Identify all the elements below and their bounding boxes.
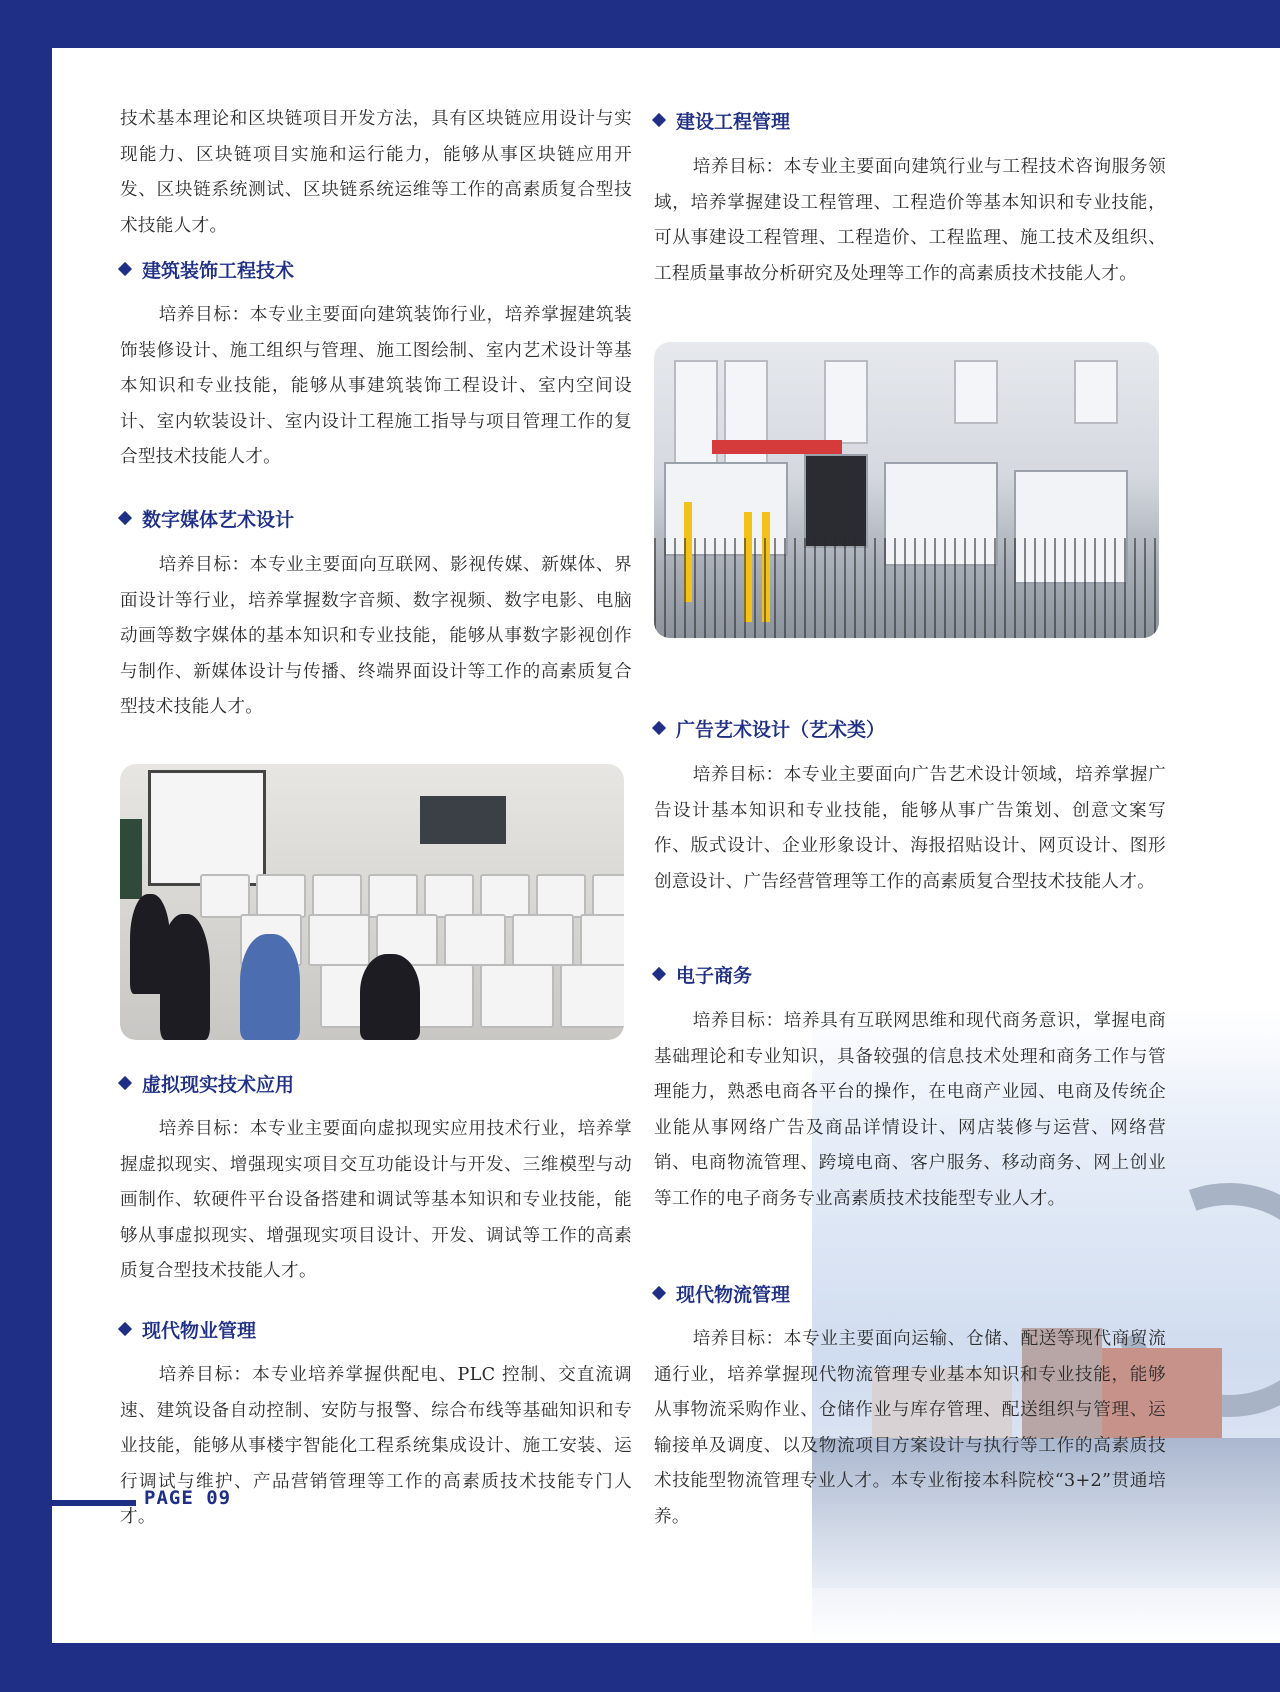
diamond-bullet-icon (118, 262, 132, 276)
section-heading-advertising (612, 713, 885, 743)
page-number: PAGE 09 (144, 1487, 232, 1509)
diamond-bullet-icon (652, 1286, 666, 1300)
monitor-row (240, 914, 624, 958)
section-title: 数字媒体艺术设计 (142, 508, 295, 531)
section-heading-property (78, 1314, 256, 1344)
diamond-bullet-icon (652, 113, 666, 127)
factory-window (824, 360, 868, 444)
section-text: 培养目标：本专业主要面向互联网、影视传媒、新媒体、界面设计等行业，培养掌握数字音频、数字视频、数字电影、电脑动画等数字媒体的基本知识和专业技能，能够从事数字影视创作与制作、新媒体设计与传播、终端界面设计等工作的高素质复合型技术技能人才。 (120, 555, 632, 717)
factory-window (1074, 360, 1118, 424)
projection-screen (148, 770, 266, 886)
section-text: 培养目标：培养具有互联网思维和现代商务意识，掌握电商基础理论和专业知识，具备较强的信息技术处理和商务工作与管理能力，熟悉电商各平台的操作，在电商产业园、电商及传统企业能从事网络广告及商品详情设计、网店装修与运营、网络营销、电商物流管理、跨境电商、客户服务、移动商务、网上创业等工作的电子商务专业高素质技术技能型专业人才。 (654, 1011, 1166, 1209)
window (420, 796, 506, 844)
diamond-bullet-icon (652, 721, 666, 735)
section-heading-media (78, 503, 294, 533)
section-text: 培养目标：本专业主要面向运输、仓储、配送等现代商贸流通行业，培养掌握现代物流管理专业基本知识和专业技能，能够从事物流采购作业、仓储作业与库存管理、配送组织与管理、运输接单及调度、以及物流项目方案设计与执行等工作的高素质技术技能型物流管理专业人才。本专业衔接本科院校“3+2”贯通培养。 (654, 1329, 1166, 1527)
intro-paragraph: 技术基本理论和区块链项目开发方法，具有区块链应用设计与实现能力、区块链项目实施和运行能力，能够从事区块链应用开发、区块链系统测试、区块链系统运维等工作的高素质复合型技术技能人才。 (120, 109, 632, 236)
safety-fence (654, 538, 1159, 638)
section-title: 现代物流管理 (676, 1283, 791, 1306)
factory-window (954, 360, 998, 424)
section-heading-ecommerce (612, 959, 752, 989)
section-text: 培养目标：本专业培养掌握供配电、PLC 控制、交直流调速、建筑设备自动控制、安防与报警、综合布线等基础知识和专业技能，能够从事楼宇智能化工程系统集成设计、施工安装、运行调试与维护、产品营销管理等工作的高素质技术技能专门人才。 (120, 1365, 632, 1527)
section-title: 建筑装饰工程技术 (142, 259, 295, 282)
student (160, 914, 210, 1040)
diamond-bullet-icon (652, 967, 666, 981)
section-heading-construction (612, 105, 790, 135)
classroom-photo (120, 764, 624, 1040)
section-heading-decoration (78, 254, 294, 284)
diamond-bullet-icon (118, 1322, 132, 1336)
section-heading-logistics (612, 1278, 790, 1308)
brochure-page (52, 48, 1280, 1643)
section-text: 培养目标：本专业主要面向虚拟现实应用技术行业，培养掌握虚拟现实、增强现实项目交互功能设计与开发、三维模型与动画制作、软硬件平台设备搭建和调试等基本知识和专业技能，能够从事虚拟现实、增强现实项目设计、开发、调试等工作的高素质复合型技术技能人才。 (120, 1119, 632, 1281)
section-title: 广告艺术设计（艺术类） (676, 718, 886, 741)
footer-bar (52, 1500, 136, 1506)
section-text: 培养目标：本专业主要面向广告艺术设计领域，培养掌握广告设计基本知识和专业技能，能够从事广告策划、创意文案写作、版式设计、企业形象设计、海报招贴设计、网页设计、图形创意设计、广告经营管理等工作的高素质复合型技术技能人才。 (654, 765, 1166, 892)
section-heading-vr (78, 1068, 294, 1098)
section-title: 虚拟现实技术应用 (142, 1073, 295, 1096)
red-banner (712, 440, 842, 454)
student (360, 954, 420, 1040)
student (240, 934, 300, 1040)
section-title: 电子商务 (676, 964, 753, 987)
section-title: 现代物业管理 (142, 1319, 257, 1342)
section-title: 建设工程管理 (676, 110, 791, 133)
monitor-row (200, 874, 624, 918)
diamond-bullet-icon (118, 1076, 132, 1090)
blackboard (120, 819, 142, 899)
section-text: 培养目标：本专业主要面向建筑装饰行业，培养掌握建筑装饰装修设计、施工组织与管理、施工图绘制、室内艺术设计等基本知识和专业技能，能够从事建筑装饰工程设计、室内空间设计、室内软装设计、室内设计工程施工指导与项目管理工作的复合型技术技能人才。 (120, 305, 632, 467)
training-station (804, 454, 868, 548)
workshop-photo (654, 342, 1159, 638)
section-text: 培养目标：本专业主要面向建筑行业与工程技术咨询服务领域，培养掌握建设工程管理、工程造价等基本知识和专业技能，可从事建设工程管理、工程造价、工程监理、施工技术及组织、工程质量事故分析研究及处理等工作的高素质技术技能人才。 (654, 157, 1166, 284)
diamond-bullet-icon (118, 511, 132, 525)
